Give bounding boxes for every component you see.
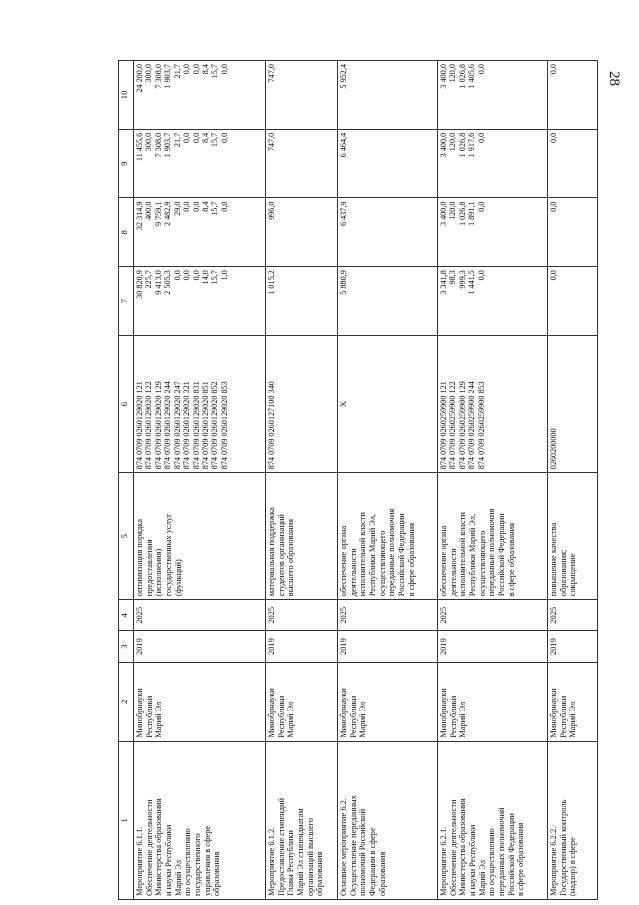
col-header-4: 4 xyxy=(119,600,134,631)
executor: Минобрнауки Республики Марий Эл xyxy=(266,662,338,741)
start-year: 2019 xyxy=(438,631,548,662)
value-col-10: 5 952,4 xyxy=(338,61,438,130)
executor: Минобрнауки Республики Марий Эл xyxy=(548,662,598,741)
value-col-10: 3 400,0 120,0 1 026,8 1 405,6 0,0 xyxy=(438,61,548,130)
value-col-8: 32 314,9 400,0 9 759,1 2 482,9 29,0 0,0 0,0 8,4 15,7 0,0 xyxy=(134,198,266,267)
page-number: 28 xyxy=(606,71,622,86)
value-col-9: 3 400,0 120,0 1 026,8 1 917,6 0,0 xyxy=(438,129,548,198)
expected-result: повышение качества образования; сокращение xyxy=(548,473,598,600)
value-col-7: 1 015,2 xyxy=(266,267,338,336)
executor: Минобрнауки Республики Марий Эл xyxy=(338,662,438,741)
col-header-10: 10 xyxy=(119,61,134,130)
rotated-table-wrapper xyxy=(118,60,618,900)
value-col-10: 747,0 xyxy=(266,61,338,130)
col-header-7: 7 xyxy=(119,267,134,336)
start-year: 2019 xyxy=(134,631,266,662)
activity-name: Основное мероприятие 6.2. Осуществление переданных полномочий Российской Федерации в сфере образования xyxy=(338,741,438,899)
table-row xyxy=(134,61,266,900)
budget-table xyxy=(118,60,598,900)
value-col-7: 0,0 xyxy=(548,267,598,336)
budget-codes: 874 0709 0260259900 121 874 0709 0260259900 122 874 0709 0260259900 129 874 0709 0260259900 244 874 0709 0260259900 853 xyxy=(438,335,548,472)
activity-name: Мероприятие 6.1.1. Обеспечение деятельности Министерства образования и науки Республики Марий Эл по осуществлению государственного управления в сфере образования xyxy=(134,741,266,899)
end-year: 2025 xyxy=(438,600,548,631)
expected-result: оптимизация порядка предоставления (исполнения) государственных услуг (функций) xyxy=(134,473,266,600)
start-year: 2019 xyxy=(266,631,338,662)
value-col-9: 0,0 xyxy=(548,129,598,198)
expected-result: обеспечение органа деятельности исполнительной власти Республики Марий Эл, осуществляющего переданные полномочия Российской Федерации в сфере образования xyxy=(338,473,438,600)
start-year: 2019 xyxy=(338,631,438,662)
expected-result: материальная поддержка студентов организаций высшего образования xyxy=(266,473,338,600)
executor: Минобрнауки Республики Марий Эл xyxy=(438,662,548,741)
activity-name: Мероприятие 6.2.2. Государственный контроль (надзор) в сфере xyxy=(548,741,598,899)
value-col-7: 5 880,9 xyxy=(338,267,438,336)
start-year: 2019 xyxy=(548,631,598,662)
value-col-8: 0,0 xyxy=(548,198,598,267)
value-col-9: 747,0 xyxy=(266,129,338,198)
activity-name: Мероприятие 6.1.2. Предоставление стипендий Главы Республики Марий Эл стипендиатам организаций высшего образования xyxy=(266,741,338,899)
header-row xyxy=(119,61,134,900)
value-col-9: 6 464,4 xyxy=(338,129,438,198)
col-header-5: 5 xyxy=(119,473,134,600)
end-year: 2025 xyxy=(134,600,266,631)
end-year: 2025 xyxy=(548,600,598,631)
col-header-2: 2 xyxy=(119,662,134,741)
col-header-8: 8 xyxy=(119,198,134,267)
budget-codes: 874 0709 0260127100 340 xyxy=(266,335,338,472)
value-col-7: 3 341,8 98,3 999,3 1 441,5 0,0 xyxy=(438,267,548,336)
end-year: 2025 xyxy=(338,600,438,631)
col-header-6: 6 xyxy=(119,335,134,472)
executor: Минобрнауки Республики Марий Эл xyxy=(134,662,266,741)
col-header-1: 1 xyxy=(119,741,134,899)
table-row xyxy=(438,61,548,900)
value-col-8: 6 437,9 xyxy=(338,198,438,267)
value-col-10: 0,0 xyxy=(548,61,598,130)
value-col-7: 30 820,9 225,7 9 413,0 2 505,3 0,0 0,0 0,0 14,0 15,7 1,0 xyxy=(134,267,266,336)
col-header-3: 3 xyxy=(119,631,134,662)
col-header-9: 9 xyxy=(119,129,134,198)
table-row xyxy=(338,61,438,900)
end-year: 2025 xyxy=(266,600,338,631)
value-col-8: 996,0 xyxy=(266,198,338,267)
value-col-10: 24 200,0 300,0 7 308,0 1 903,7 21,7 0,0 0,0 8,4 15,7 0,0 xyxy=(134,61,266,130)
value-col-8: 3 400,0 120,0 1 026,8 1 891,1 0,0 xyxy=(438,198,548,267)
activity-name: Мероприятие 6.2.1. Обеспечение деятельности Министерства образования и науки Республики Марий Эл по осуществлению переданных полномочий Российской Федерации в сфере образования xyxy=(438,741,548,899)
table-row xyxy=(266,61,338,900)
expected-result: обеспечение органа деятельности исполнительной власти Республики Марий Эл, осуществляющего переданные полномочия Российской Федерации в сфере образования xyxy=(438,473,548,600)
table-row xyxy=(548,61,598,900)
budget-codes: 0260200000 xyxy=(548,335,598,472)
budget-codes: X xyxy=(338,335,438,472)
value-col-9: 11 455,6 300,0 7 308,0 1 903,7 21,7 0,0 0,0 8,4 15,7 0,0 xyxy=(134,129,266,198)
budget-codes: 874 0709 0260129020 121 874 0709 0260129020 122 874 0709 0260129020 129 874 0709 0260129020 244 874 0709 0260129020 247 874 0709 0260129020 321 874 0709 0260129020 831 874 0709 0260129020 851 874 0709 0260129020 852 874 0709 0260129020 853 xyxy=(134,335,266,472)
